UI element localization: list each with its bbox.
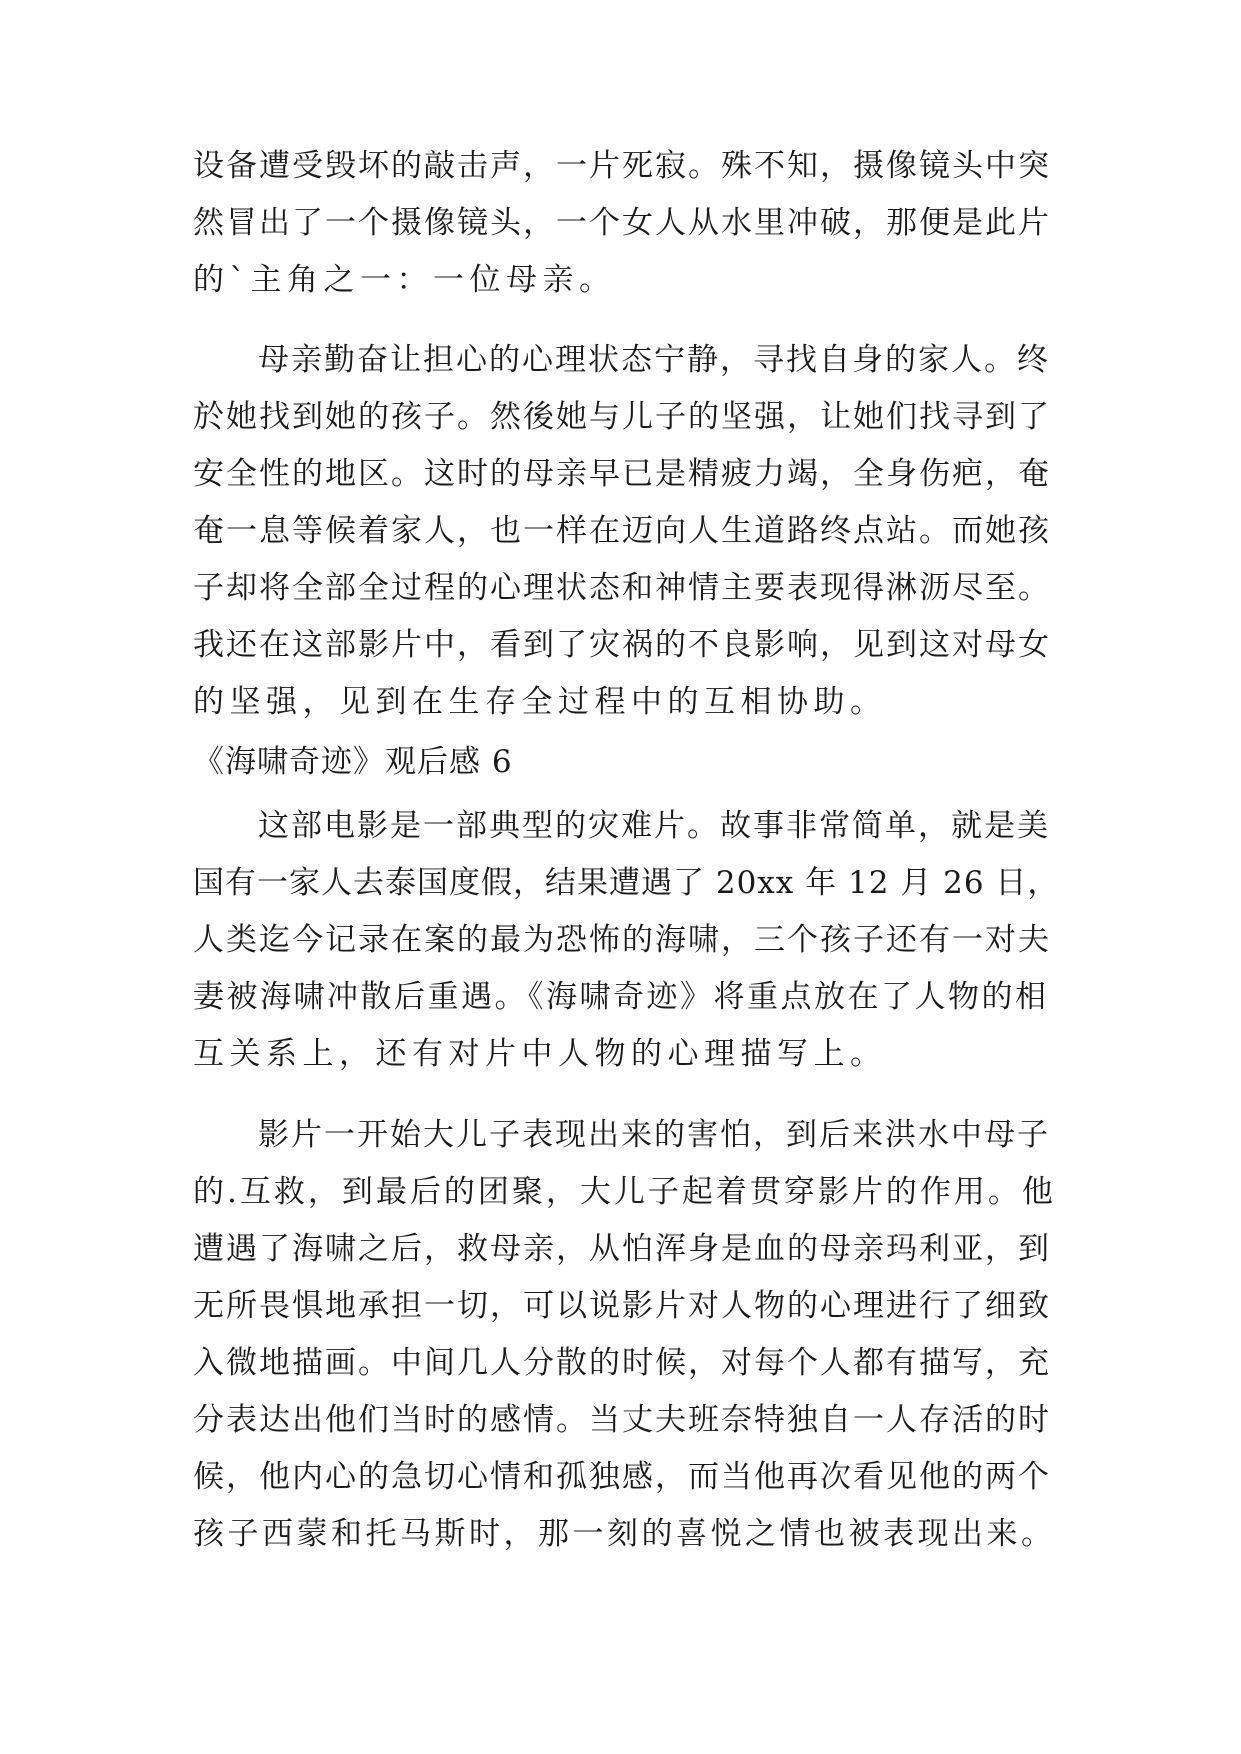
paragraph-line: 影片一开始大儿子表现出来的害怕，到后来洪水中母子 xyxy=(258,1117,1050,1153)
paragraph-line: 入微地描画。中间几人分散的时候，对每个人都有描写，充 xyxy=(193,1345,1051,1381)
paragraph-line: 於她找到她的孩子。然後她与儿子的坚强，让她们找寻到了 xyxy=(193,399,1051,435)
paragraph-line: 的坚强，见到在生存全过程中的互相协助。 xyxy=(193,684,887,720)
section-heading: 《海啸奇迹》观后感 6 xyxy=(193,744,513,780)
paragraph-line: 遭遇了海啸之后，救母亲，从怕浑身是血的母亲玛利亚，到 xyxy=(193,1231,1051,1267)
paragraph-line: 母亲勤奋让担心的心理状态宁静，寻找自身的家人。终 xyxy=(258,342,1050,378)
paragraph-line: 人类迄今记录在案的最为恐怖的海啸，三个孩子还有一对夫 xyxy=(193,922,1051,958)
paragraph-line: 奄一息等候着家人，也一样在迈向人生道路终点站。而她孩 xyxy=(193,513,1051,549)
paragraph-line: 的.互救，到最后的团聚，大儿子起着贯穿影片的作用。他 xyxy=(193,1174,1056,1210)
paragraph-line: 设备遭受毁坏的敲击声，一片死寂。殊不知，摄像镜头中突 xyxy=(193,148,1051,184)
paragraph-line: 无所畏惧地承担一切，可以说影片对人物的心理进行了细致 xyxy=(193,1288,1051,1324)
paragraph-line: 国有一家人去泰国度假，结果遭遇了 20xx 年 12 月 26 日， xyxy=(193,865,1060,901)
paragraph-line: 安全性的地区。这时的母亲早已是精疲力竭，全身伤疤，奄 xyxy=(193,456,1051,492)
paragraph-line: 互关系上，还有对片中人物的心理描写上。 xyxy=(193,1036,887,1072)
paragraph-line: 妻被海啸冲散后重遇。《海啸奇迹》将重点放在了人物的相 xyxy=(193,979,1049,1015)
paragraph-line: 然冒出了一个摄像镜头，一个女人从水里冲破，那便是此片 xyxy=(193,205,1051,241)
paragraph-line: 我还在这部影片中，看到了灾祸的不良影响，见到这对母女 xyxy=(193,627,1051,663)
paragraph-line: 孩子西蒙和托马斯时，那一刻的喜悦之情也被表现出来。 xyxy=(193,1516,1056,1552)
paragraph-line: 这部电影是一部典型的灾难片。故事非常简单，就是美 xyxy=(258,808,1050,844)
paragraph-line: 候，他内心的急切心情和孤独感，而当他再次看见他的两个 xyxy=(193,1459,1051,1495)
paragraph-line: 的`主角之一：一位母亲。 xyxy=(193,262,616,298)
paragraph-line: 分表达出他们当时的感情。当丈夫班奈特独自一人存活的时 xyxy=(193,1402,1051,1438)
paragraph-line: 子却将全部全过程的心理状态和神情主要表现得淋沥尽至。 xyxy=(193,570,1051,606)
